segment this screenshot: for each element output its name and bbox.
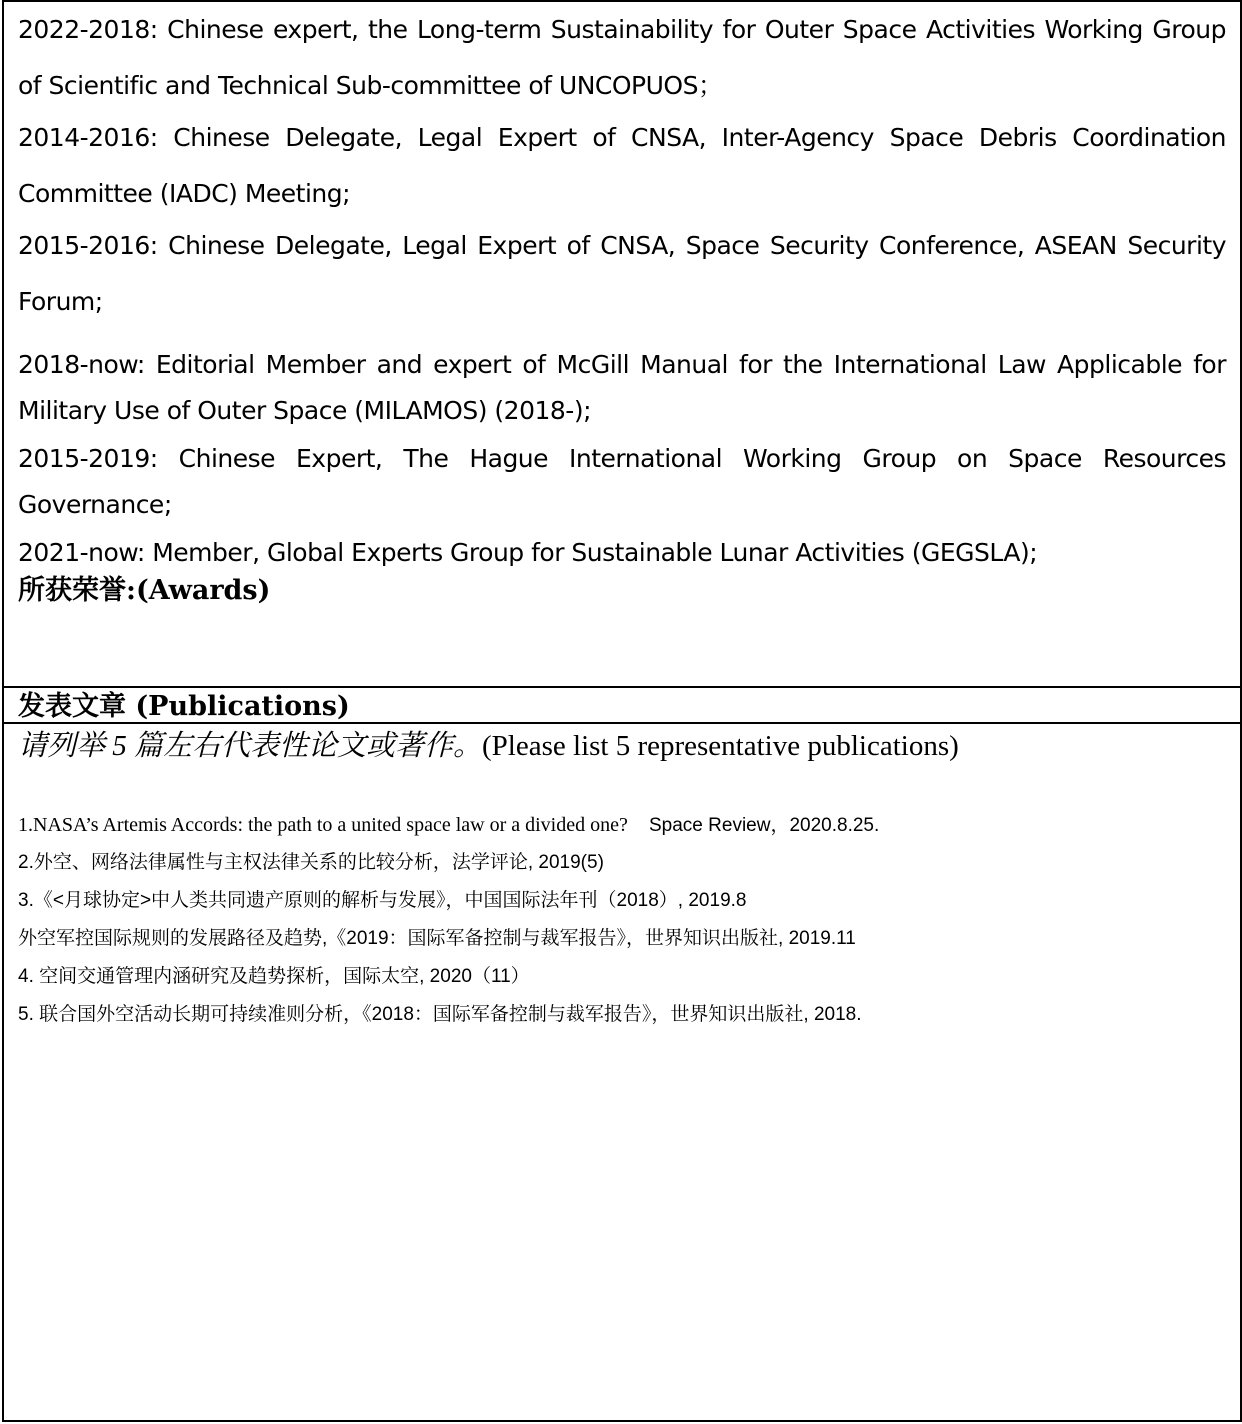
document-table: [2, 0, 1242, 1422]
awards-heading: 所获荣誉:(Awards): [18, 575, 271, 606]
publication-item: 2.外空、网络法律属性与主权法律关系的比较分析，法学评论, 2019(5): [18, 852, 604, 873]
publication-item: [18, 806, 879, 845]
activity-entry: 2022-2018: Chinese expert, the Long-term Sustainability for Outer Space Activities Working Group of Scientific and Technical Sub-committee of UNCOPUOS；: [18, 15, 1226, 100]
activity-entry: 2021-now: Member, Global Experts Group for Sustainable Lunar Activities (GEGSLA);: [18, 538, 1038, 567]
activity-entry: 2014-2016: Chinese Delegate, Legal Expert of CNSA, Inter-Agency Space Debris Coordination Committee (IADC) Meeting;: [18, 123, 1226, 208]
publications-section: [4, 724, 1240, 1420]
activities-section: [4, 2, 1240, 688]
activity-entry: 2018-now: Editorial Member and expert of McGill Manual for the International Law Applicable for Military Use of Outer Space (MILAMOS) (2018-);: [18, 350, 1226, 425]
publication-item: 5. 联合国外空活动长期可持续准则分析，《2018：国际军备控制与裁军报告》，世界知识出版社, 2018.: [18, 1004, 862, 1025]
publications-instruction: [18, 726, 959, 766]
publications-heading: 发表文章 (Publications): [18, 691, 350, 722]
activity-entry: 2015-2016: Chinese Delegate, Legal Expert of CNSA, Space Security Conference, ASEAN Security Forum;: [18, 231, 1226, 316]
publication-source: Space Review，2020.8.25.: [649, 815, 880, 836]
publication-item: 3.《<月球协定>中人类共同遗产原则的解析与发展》，中国国际法年刊（2018）, 2019.8: [18, 890, 747, 911]
publication-item: 外空军控国际规则的发展路径及趋势,《2019：国际军备控制与裁军报告》，世界知识出版社, 2019.11: [18, 928, 856, 949]
instruction-zh: 请列举 5 篇左右代表性论文或著作。: [18, 730, 483, 762]
publication-item: 4. 空间交通管理内涵研究及趋势探析，国际太空, 2020（11）: [18, 966, 530, 987]
activity-entry: 2015-2019: Chinese Expert, The Hague International Working Group on Space Resources Governance;: [18, 444, 1226, 519]
publication-title: 1.NASA’s Artemis Accords: the path to a united space law or a divided one?: [18, 814, 628, 836]
instruction-en: (Please list 5 representative publications): [482, 730, 959, 762]
publications-header-row: [4, 688, 1240, 724]
